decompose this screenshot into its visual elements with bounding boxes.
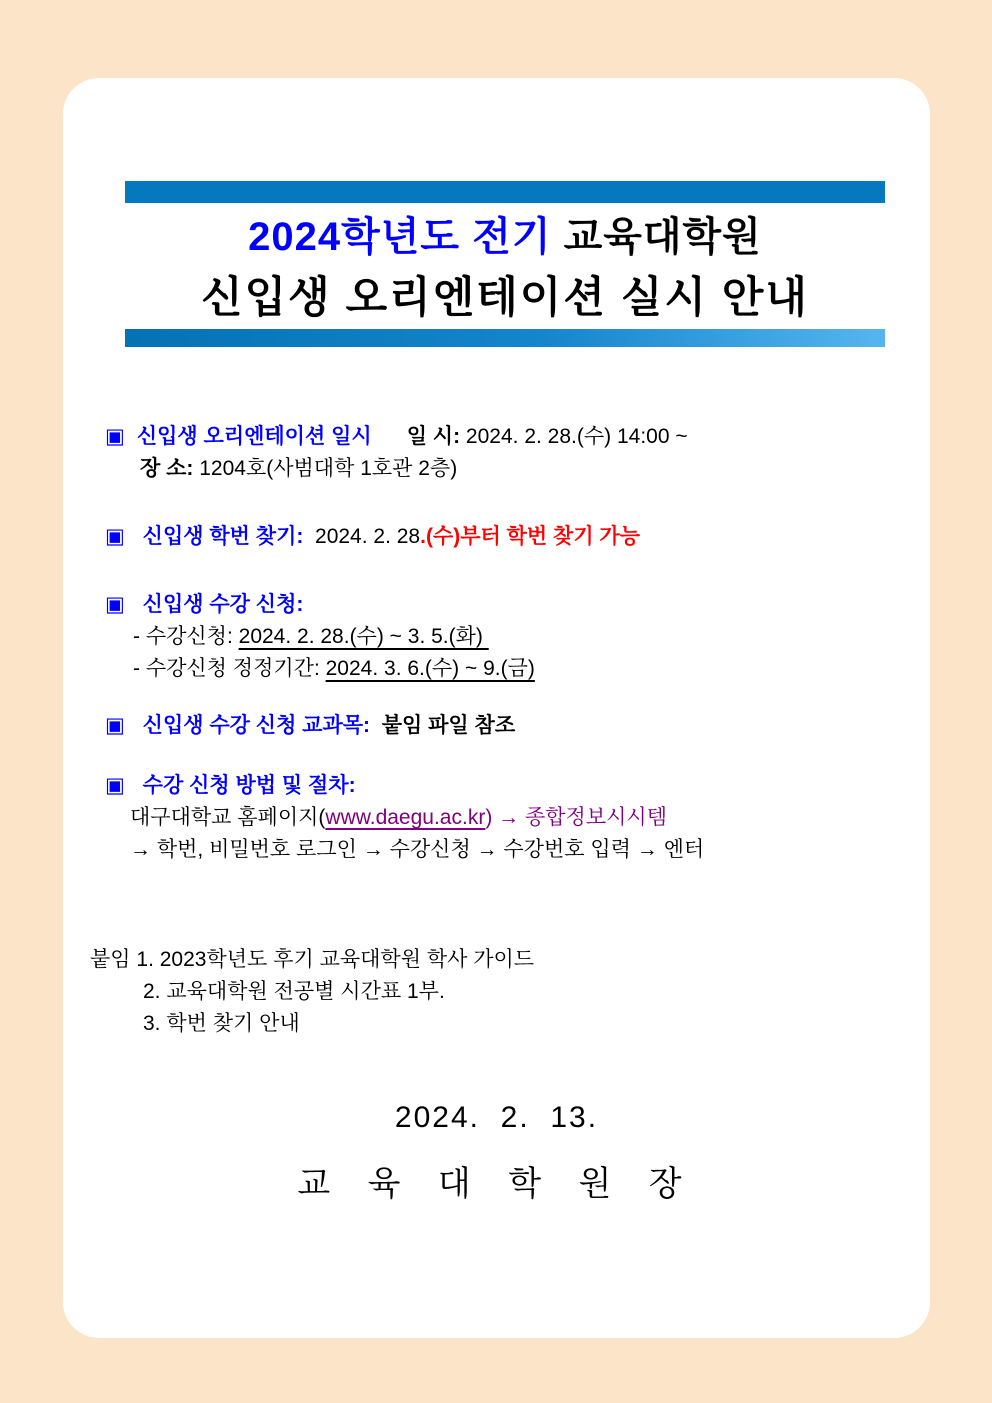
- method-section-label: 수강 신청 방법 및 절차:: [136, 774, 356, 797]
- title-school: 교육대학원: [551, 215, 762, 259]
- registration-period-value: 2024. 2. 28.(수) ~ 3. 5.(화): [238, 625, 489, 648]
- registration-section-label: 신입생 수강 신청:: [136, 593, 304, 616]
- registration-period-label: - 수강신청:: [133, 625, 239, 648]
- spacer: [372, 425, 407, 448]
- orientation-section-label: 신입생 오리엔테이션 일시: [136, 425, 372, 448]
- notice-title-line1: [125, 205, 885, 262]
- attachment-line-1: 붙임 1. 2023학년도 후기 교육대학원 학사 가이드: [90, 948, 535, 971]
- student-id-section-label: 신입생 학번 찾기:: [136, 525, 304, 548]
- notice-body: [63, 421, 930, 1203]
- student-id-note: .(수)부터 학번 찾기 가능: [420, 525, 641, 548]
- place-value: 1204호(사범대학 1호관 2층): [193, 457, 458, 480]
- notice-title-line2: 신입생 오리엔테이션 실시 안내: [201, 274, 809, 322]
- daegu-univ-link[interactable]: www.daegu.ac.kr: [325, 806, 486, 829]
- signature-dean: 교 육 대 학 원 장: [297, 1165, 696, 1203]
- notice-date: 2024. 2. 13.: [394, 1101, 599, 1134]
- datetime-value: 2024. 2. 28.(수) 14:00 ~: [460, 425, 688, 448]
- registration-period-line: [133, 621, 930, 653]
- header-bottom-bar: [125, 329, 885, 347]
- student-id-line: [105, 521, 930, 553]
- square-bullet-icon: ▣: [105, 774, 125, 797]
- notice-card: [63, 78, 930, 1338]
- square-bullet-icon: ▣: [105, 525, 125, 548]
- registration-correction-value: 2024. 3. 6.(수) ~ 9.(금): [325, 657, 535, 680]
- method-step1-pre: 대구대학교 홈페이지(: [130, 806, 326, 829]
- courses-line: [105, 710, 930, 742]
- registration-correction-label: - 수강신청 정정기간:: [133, 657, 326, 680]
- square-bullet-icon: ▣: [105, 593, 125, 616]
- method-step1-line: [130, 802, 930, 834]
- header-top-bar: [125, 181, 885, 203]
- method-header-line: [105, 770, 930, 802]
- student-id-date: 2024. 2. 28: [303, 525, 421, 548]
- datetime-label: 일 시:: [406, 425, 461, 448]
- title-term: 2024학년도 전기: [248, 215, 552, 259]
- place-label: 장 소:: [140, 457, 194, 480]
- method-step1-post: ) → 종합정보시시템: [485, 806, 667, 829]
- orientation-place-line: [140, 453, 930, 485]
- notice-header: [125, 181, 885, 347]
- registration-header-line: [105, 589, 930, 621]
- attachment-line-2: 2. 교육대학원 전공별 시간표 1부.: [143, 980, 445, 1003]
- method-step2-line: → 학번, 비밀번호 로그인 → 수강신청 → 수강번호 입력 → 엔터: [130, 838, 705, 861]
- registration-correction-line: [133, 653, 930, 685]
- square-bullet-icon: ▣: [105, 425, 125, 448]
- attachment-line-3: 3. 학번 찾기 안내: [143, 1012, 300, 1035]
- square-bullet-icon: ▣: [105, 714, 125, 737]
- courses-value: 붙임 파일 참조: [370, 714, 516, 737]
- orientation-datetime-line: [105, 421, 930, 453]
- courses-section-label: 신입생 수강 신청 교과목:: [136, 714, 371, 737]
